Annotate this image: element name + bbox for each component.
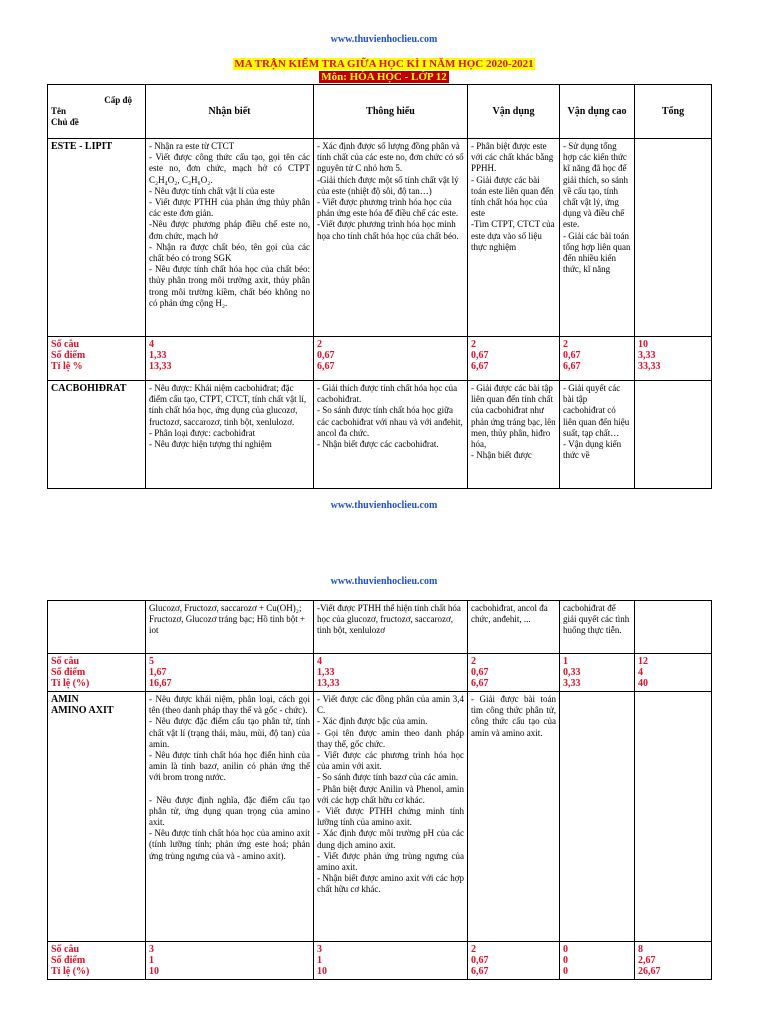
- este-know-item: -Nêu được phương pháp điều chế este no, đơn chức, mạch hở: [149, 219, 310, 241]
- stat-value: 0,67: [563, 350, 581, 361]
- carb-cont-apply-high: cacbohiđrat để giải quyết các tình huống thực tiễn.: [560, 601, 635, 654]
- carb-understand-cell: [314, 381, 468, 489]
- stat-value: 6,67: [317, 361, 335, 372]
- carb-understand-item: - Giải thích được tính chất hóa học của cacbohiđrat.: [317, 383, 458, 405]
- amin-understand-item: - Phân biệt được Anilin và Phenol, amin với các hợp chất hữu cơ khác.: [317, 783, 464, 805]
- carb-apply-high-cell: [560, 381, 635, 489]
- amin-know-cell: [146, 692, 314, 942]
- stat-value: 0,67: [317, 350, 335, 361]
- carb-stat-understand: [314, 654, 468, 692]
- corner-name-label: Tên: [51, 105, 67, 116]
- document-title-text: MA TRẬN KIỂM TRA GIỮA HỌC KÌ I NĂM HỌC 2020-2021: [234, 58, 534, 70]
- amin-total-cell: [635, 692, 712, 942]
- topic-amin: AMIN: [51, 694, 79, 705]
- este-stat-know: [146, 337, 314, 381]
- carb-cont-understand: -Viết được PTHH thể hiện tính chất hóa học của glucozơ, fructozơ, saccarozơ, tinh bột, xenlulozơ: [314, 601, 468, 654]
- stat-value: 1: [317, 955, 322, 966]
- stat-value: 26,67: [638, 966, 661, 977]
- carb-stat-apply: [468, 654, 560, 692]
- stat-value: 2: [563, 339, 568, 350]
- row-carb-stats: [48, 654, 712, 692]
- amin-know-item: - Nêu được định nghĩa, đặc điểm cấu tạo phân tử, ứng dụng quan trọng của amino axit.: [149, 794, 310, 828]
- stat-value: 10: [149, 966, 159, 977]
- este-know-item: - Nhận ra được chất béo, tên gọi của các chất béo có trong SGK: [149, 241, 310, 264]
- stat-value: 2: [471, 944, 476, 955]
- stat-value: 5: [149, 656, 154, 667]
- header-apply-high: Vận dụng cao: [560, 85, 635, 139]
- amin-stat-apply-high: [560, 942, 635, 980]
- stat-value: 0,67: [471, 667, 489, 678]
- este-apply-item: -Tìm CTPT, CTCT của este dựa vào số liệu thực nghiệm: [471, 219, 555, 252]
- amin-know-item: - Nêu được tính chất hóa học điển hình của amin là tính bazơ, anilin có phản ứng thế với brom trong nước.: [149, 750, 310, 783]
- amin-stat-apply: [468, 942, 560, 980]
- row-carb: [48, 381, 712, 489]
- stat-value: 0: [563, 966, 568, 977]
- stat-value: 6,67: [471, 966, 489, 977]
- row-amin-stats: [48, 942, 712, 980]
- stat-value: 8: [638, 944, 643, 955]
- stat-value: 10: [638, 339, 648, 350]
- stat-value: 0,67: [471, 350, 489, 361]
- stat-value: 2: [317, 339, 322, 350]
- amin-understand-item: - So sánh được tính bazơ của các amin.: [317, 772, 459, 783]
- stat-label-score: Số điểm: [51, 955, 86, 966]
- stat-value: 40: [638, 678, 648, 689]
- amin-know-item: - Nêu được đặc điểm cấu tạo phân tử, tính chất vật lí (trạng thái, màu, mùi, độ tan) của amin.: [149, 716, 310, 749]
- header-understand: Thông hiểu: [314, 85, 468, 139]
- amin-apply-item: - Giải được bài toán tìm công thức phân tử, công thức cấu tạo của amin và amino axit.: [471, 694, 556, 738]
- amin-know-spacer: [149, 784, 310, 795]
- este-know-item: - Viết được công thức cấu tạo, gọi tên các este no, đơn chức, mạch hở có CTPT C₂H₄O₂, C₃H₆O₂.: [149, 152, 310, 185]
- stat-value: 3,33: [638, 350, 656, 361]
- stat-value: 6,67: [563, 361, 581, 372]
- stat-value: 33,33: [638, 361, 661, 372]
- stat-value: 16,67: [149, 678, 172, 689]
- carb-total-cell: [635, 381, 712, 489]
- amin-know-item: - Nêu được tính chất hóa học của amino axit (tính lưỡng tính; phản ứng este hoá; phản ứng trùng ngưng của và - amino axit).: [149, 828, 310, 861]
- este-know-cell: [146, 139, 314, 337]
- row-amin: [48, 692, 712, 942]
- stat-value: 6,67: [471, 678, 489, 689]
- site-link-bottom[interactable]: www.thuvienhoclieu.com: [330, 500, 438, 511]
- stat-label-ratio: Tỉ lệ %: [51, 361, 83, 372]
- este-apply-item: - Phân biệt được este với các chất khác bằng PPHH.: [471, 141, 554, 174]
- stat-value: 4: [638, 667, 643, 678]
- amin-stat-understand: [314, 942, 468, 980]
- stat-value: 0: [563, 944, 568, 955]
- stat-value: 1: [563, 656, 568, 667]
- este-stat-apply: [468, 337, 560, 381]
- amin-understand-item: - Viết được các phương trình hóa học của amin với axit.: [317, 750, 464, 772]
- este-apply-high-item: - Sử dụng tổng hợp các kiến thức kĩ năng đã học để giải thích, so sánh về cấu tạo, tính chất vật lý, ứng dụng và điều chế este.: [563, 141, 628, 230]
- este-total-cell: [635, 139, 712, 337]
- amin-stat-know: [146, 942, 314, 980]
- stat-value: 3: [149, 944, 154, 955]
- este-know-item: - Nêu được tính chất hóa học của chất béo: thủy phân trong môi trường axit, thủy phân trong môi trường kiềm, chất béo không no có phản ứng cộng H₂.: [149, 264, 310, 308]
- este-apply-high-item: - Giải các bài toán tổng hợp liên quan đến nhiều kiến thức, kĩ năng: [563, 230, 631, 275]
- este-stat-total: [635, 337, 712, 381]
- topic-amin-cell: [48, 692, 146, 942]
- este-understand-cell: [314, 139, 468, 337]
- matrix-table-page1: [47, 84, 712, 489]
- stat-value: 1,67: [149, 667, 167, 678]
- amin-understand-item: - Xác định được môi trường pH của các dung dịch amino axit.: [317, 828, 464, 850]
- carb-cont-topic-cell: [48, 601, 146, 654]
- carb-apply-high-item: - Giải quyết các bài tập cacbohiđrat có liên quan đến hiệu suất, tạp chất…: [563, 383, 630, 438]
- corner-level-label: Cấp độ: [104, 94, 132, 105]
- carb-understand-item: - So sánh được tính chất hóa học giữa các cacbohiđrat với nhau và với anđehit, ancol đa chức.: [317, 405, 463, 438]
- este-know-item: - Viết được PTHH của phản ứng thủy phân các este đơn giản.: [149, 197, 310, 219]
- stat-labels-cell: [48, 337, 146, 381]
- header-total: Tổng: [635, 85, 712, 139]
- stat-value: 0,33: [563, 667, 581, 678]
- row-carb-continued: [48, 601, 712, 654]
- este-stat-apply-high: [560, 337, 635, 381]
- document-subtitle-text: Môn: HÓA HỌC - LỚP 12: [321, 71, 447, 83]
- stat-value: 1,33: [317, 667, 335, 678]
- amin-stat-total: [635, 942, 712, 980]
- amin-know-item: - Nêu được khái niệm, phân loại, cách gọi tên (theo danh pháp thay thế và gốc - chức).: [149, 694, 310, 716]
- header-apply: Vận dụng: [468, 85, 560, 139]
- stat-value: 2: [471, 656, 476, 667]
- carb-apply-high-item: - Vận dụng kiến thức về: [563, 439, 622, 461]
- carb-apply-cell: [468, 381, 560, 489]
- stat-value: 0: [563, 955, 568, 966]
- stat-label-score: Số điểm: [51, 350, 86, 361]
- topic-amino-axit: AMINO AXIT: [51, 705, 114, 717]
- este-understand-item: - Viết được phương trình hóa học của phản ứng este hóa để điều chế các este.: [317, 197, 459, 219]
- este-apply-high-cell: [560, 139, 635, 337]
- amin-understand-item: - Viết được các đồng phân của amin 3,4 C.: [317, 694, 464, 716]
- page-2: [0, 552, 768, 1024]
- amin-understand-item: - Viết được phản ứng trùng ngưng của amino axit.: [317, 850, 464, 873]
- carb-stat-apply-high: [560, 654, 635, 692]
- amin-understand-item: - Nhận biết được amino axit với các hợp chất hữu cơ khác.: [317, 873, 464, 895]
- carb-apply-item: - Nhận biết được: [471, 450, 532, 461]
- corner-header-cell: [48, 85, 146, 139]
- amin-understand-cell: [314, 692, 468, 942]
- header-row: [48, 85, 712, 139]
- stat-value: 4: [149, 339, 154, 350]
- stat-value: 3,33: [563, 678, 581, 689]
- stat-labels-cell: [48, 654, 146, 692]
- carb-cont-total: [635, 601, 712, 654]
- stat-value: 10: [317, 966, 327, 977]
- carb-know-item: - Phân loại được: cacbohiđrat: [149, 427, 256, 438]
- este-understand-item: - Xác định được số lượng đồng phân và tính chất của các este no, đơn chức có số nguyên tử C nhỏ hơn 5.: [317, 141, 464, 174]
- stat-value: 1,33: [149, 350, 167, 361]
- este-understand-item: -Viết được phương trình hóa học minh họa cho tính chất hóa học của chất béo.: [317, 219, 459, 241]
- stat-value: 12: [638, 656, 648, 667]
- amin-understand-item: - Viết được PTHH chứng minh tính lưỡng tính của amino axit.: [317, 806, 464, 828]
- carb-know-cell: [146, 381, 314, 489]
- este-apply-cell: [468, 139, 560, 337]
- document-title: [0, 58, 768, 71]
- stat-labels-cell: [48, 942, 146, 980]
- este-know-item: - Nhận ra este từ CTCT: [149, 141, 235, 151]
- stat-value: 4: [317, 656, 322, 667]
- carb-stat-know: [146, 654, 314, 692]
- carb-apply-item: - Giải được các bài tập liên quan đến tính chất của cacbohiđrat như phản ứng tráng bạc, lên men, thủy phân, hiđro hóa,: [471, 383, 556, 450]
- stat-value: 2: [471, 339, 476, 350]
- stat-value: 13,33: [149, 361, 172, 372]
- corner-topic-label: Chủ đề: [51, 117, 79, 128]
- row-este-stats: [48, 337, 712, 381]
- stat-value: 1: [149, 955, 154, 966]
- amin-understand-item: - Xác định được bậc của amin.: [317, 716, 428, 727]
- carb-know-item: - Nêu được hiện tượng thí nghiệm: [149, 439, 272, 450]
- stat-label-count: Số câu: [51, 339, 80, 350]
- carb-cont-apply: cacbohiđrat, ancol đa chức, anđehit, ...: [468, 601, 560, 654]
- stat-label-ratio: Tỉ lệ (%): [51, 966, 90, 977]
- site-link-top[interactable]: www.thuvienhoclieu.com: [330, 34, 438, 45]
- este-stat-understand: [314, 337, 468, 381]
- site-link-page2[interactable]: www.thuvienhoclieu.com: [330, 576, 438, 587]
- carb-understand-item: - Nhận biết được các cacbohiđrat.: [317, 439, 439, 450]
- topic-este: ESTE - LIPIT: [48, 139, 146, 337]
- este-understand-item: -Giải thích được một số tính chất vật lý của este (nhiệt độ sôi, độ tan…): [317, 174, 459, 196]
- stat-label-count: Số câu: [51, 944, 80, 955]
- stat-value: 6,67: [471, 361, 489, 372]
- stat-value: 0,67: [471, 955, 489, 966]
- este-apply-item: - Giải được các bài toán este liên quan đến tính chất hóa học của este: [471, 174, 554, 219]
- este-know-item: - Nêu được tính chất vật lí của este: [149, 185, 275, 196]
- stat-label-score: Số điểm: [51, 667, 86, 678]
- row-este: [48, 139, 712, 337]
- document-subtitle: [0, 71, 768, 84]
- amin-apply-cell: [468, 692, 560, 942]
- carb-know-item: - Nêu được: Khái niệm cacbohiđrat; đặc điểm cấu tạo, CTPT, CTCT, tính chất vật lí, tính chất hóa học, ứng dụng của glucozơ, fructozơ, saccarozơ, tinh bột, xenlulozơ.: [149, 383, 307, 427]
- carb-stat-total: [635, 654, 712, 692]
- header-know: Nhận biết: [146, 85, 314, 139]
- stat-label-count: Số câu: [51, 656, 80, 667]
- stat-value: 2,67: [638, 955, 656, 966]
- carb-cont-know: Glucozơ, Fructozơ, saccarozơ + Cu(OH)₂; Fructozơ, Glucozơ tráng bạc; Hồ tinh bột + iot: [146, 601, 314, 654]
- amin-apply-high-cell: [560, 692, 635, 942]
- stat-label-ratio: Tỉ lệ (%): [51, 678, 90, 689]
- amin-understand-item: - Gọi tên được amin theo danh pháp thay thế, gốc chức.: [317, 727, 464, 749]
- stat-value: 13,33: [317, 678, 340, 689]
- topic-carb: CACBOHIĐRAT: [48, 381, 146, 489]
- stat-value: 3: [317, 944, 322, 955]
- matrix-table-page2: [47, 600, 712, 980]
